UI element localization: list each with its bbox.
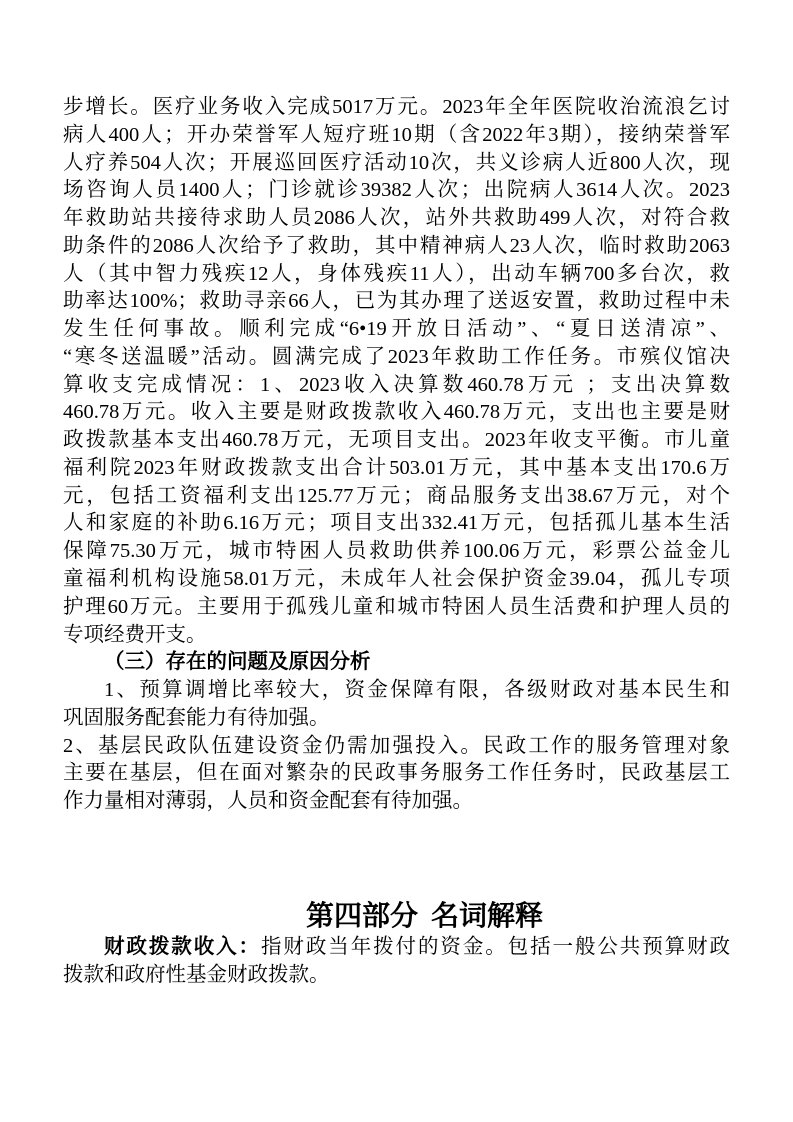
term-definition-line-1 — [63, 934, 730, 962]
term-definition-line-2: 拨款和政府性基金财政拨款。 — [63, 963, 330, 986]
body-line: 步增长。医疗业务收入完成5017万元。2023年全年医院收治流浪乞讨 — [63, 96, 730, 118]
term-label: 财政拨款收入： — [104, 936, 261, 958]
body-line: 专项经费开支。 — [63, 623, 207, 646]
body-text-block — [63, 94, 730, 816]
body-line: 460.78万元。收入主要是财政拨款收入460.78万元，支出也主要是财 — [63, 401, 730, 424]
body-line: 人和家庭的补助6.16万元；项目支出332.41万元，包括孤儿基本生活 — [63, 512, 730, 535]
body-line: 保障75.30万元，城市特困人员救助供养100.06万元，彩票公益金儿 — [63, 540, 730, 563]
part4-heading: 第四部分 名词解释 — [305, 901, 543, 932]
body-line: 场咨询人员1400人；门诊就诊39382人次；出院病人3614人次。2023 — [63, 179, 730, 202]
body-line: 2、基层民政队伍建设资金仍需加强投入。民政工作的服务管理对象 — [63, 734, 730, 757]
body-line: 巩固服务配套能力有待加强。 — [63, 706, 330, 729]
body-line: 年救助站共接待求助人员2086人次，站外共救助499人次，对符合救 — [63, 207, 730, 230]
body-line: 1、预算调增比率较大，资金保障有限，各级财政对基本民生和 — [104, 679, 730, 702]
body-line: 助条件的2086人次给予了救助，其中精神病人23人次，临时救助2063 — [63, 234, 730, 257]
term-text: 指财政当年拨付的资金。包括一般公共预算财政 — [260, 936, 731, 958]
body-line: “寒冬送温暖”活动。圆满完成了2023年救助工作任务。市殡仪馆决 — [63, 345, 730, 368]
body-line: 人疗养504人次；开展巡回医疗活动10次，共义诊病人近800人次，现 — [63, 151, 730, 174]
body-line: 发生任何事故。顺利完成“6•19开放日活动”、“夏日送清凉”、 — [63, 318, 730, 341]
body-line: 政拨款基本支出460.78万元，无项目支出。2023年收支平衡。市儿童 — [63, 429, 730, 452]
subsection-heading: （三）存在的问题及原因分析 — [104, 651, 371, 674]
body-line: 病人400人；开办荣誉军人短疗班10期（含2022年3期），接纳荣誉军 — [63, 123, 730, 146]
body-line: 福利院2023年财政拨款支出合计503.01万元，其中基本支出170.6万 — [63, 456, 730, 479]
body-line: 童福利机构设施58.01万元，未成年人社会保护资金39.04，孤儿专项 — [63, 568, 730, 591]
body-line: 人（其中智力残疾12人，身体残疾11人），出动车辆700多台次，救 — [63, 262, 730, 285]
body-line: 作力量相对薄弱，人员和资金配套有待加强。 — [63, 790, 473, 813]
body-line: 算收支完成情况：1、2023收入决算数460.78万元 ；支出决算数 — [63, 373, 730, 396]
body-line: 护理60万元。主要用于孤残儿童和城市特困人员生活费和护理人员的 — [63, 595, 730, 618]
body-line: 主要在基层，但在面对繁杂的民政事务服务工作任务时，民政基层工 — [63, 762, 730, 785]
body-line: 元，包括工资福利支出125.77万元；商品服务支出38.67万元，对个 — [63, 484, 730, 507]
term-definition-paragraph — [63, 934, 730, 990]
body-line: 助率达100%；救助寻亲66人，已为其办理了送返安置，救助过程中未 — [63, 290, 730, 313]
